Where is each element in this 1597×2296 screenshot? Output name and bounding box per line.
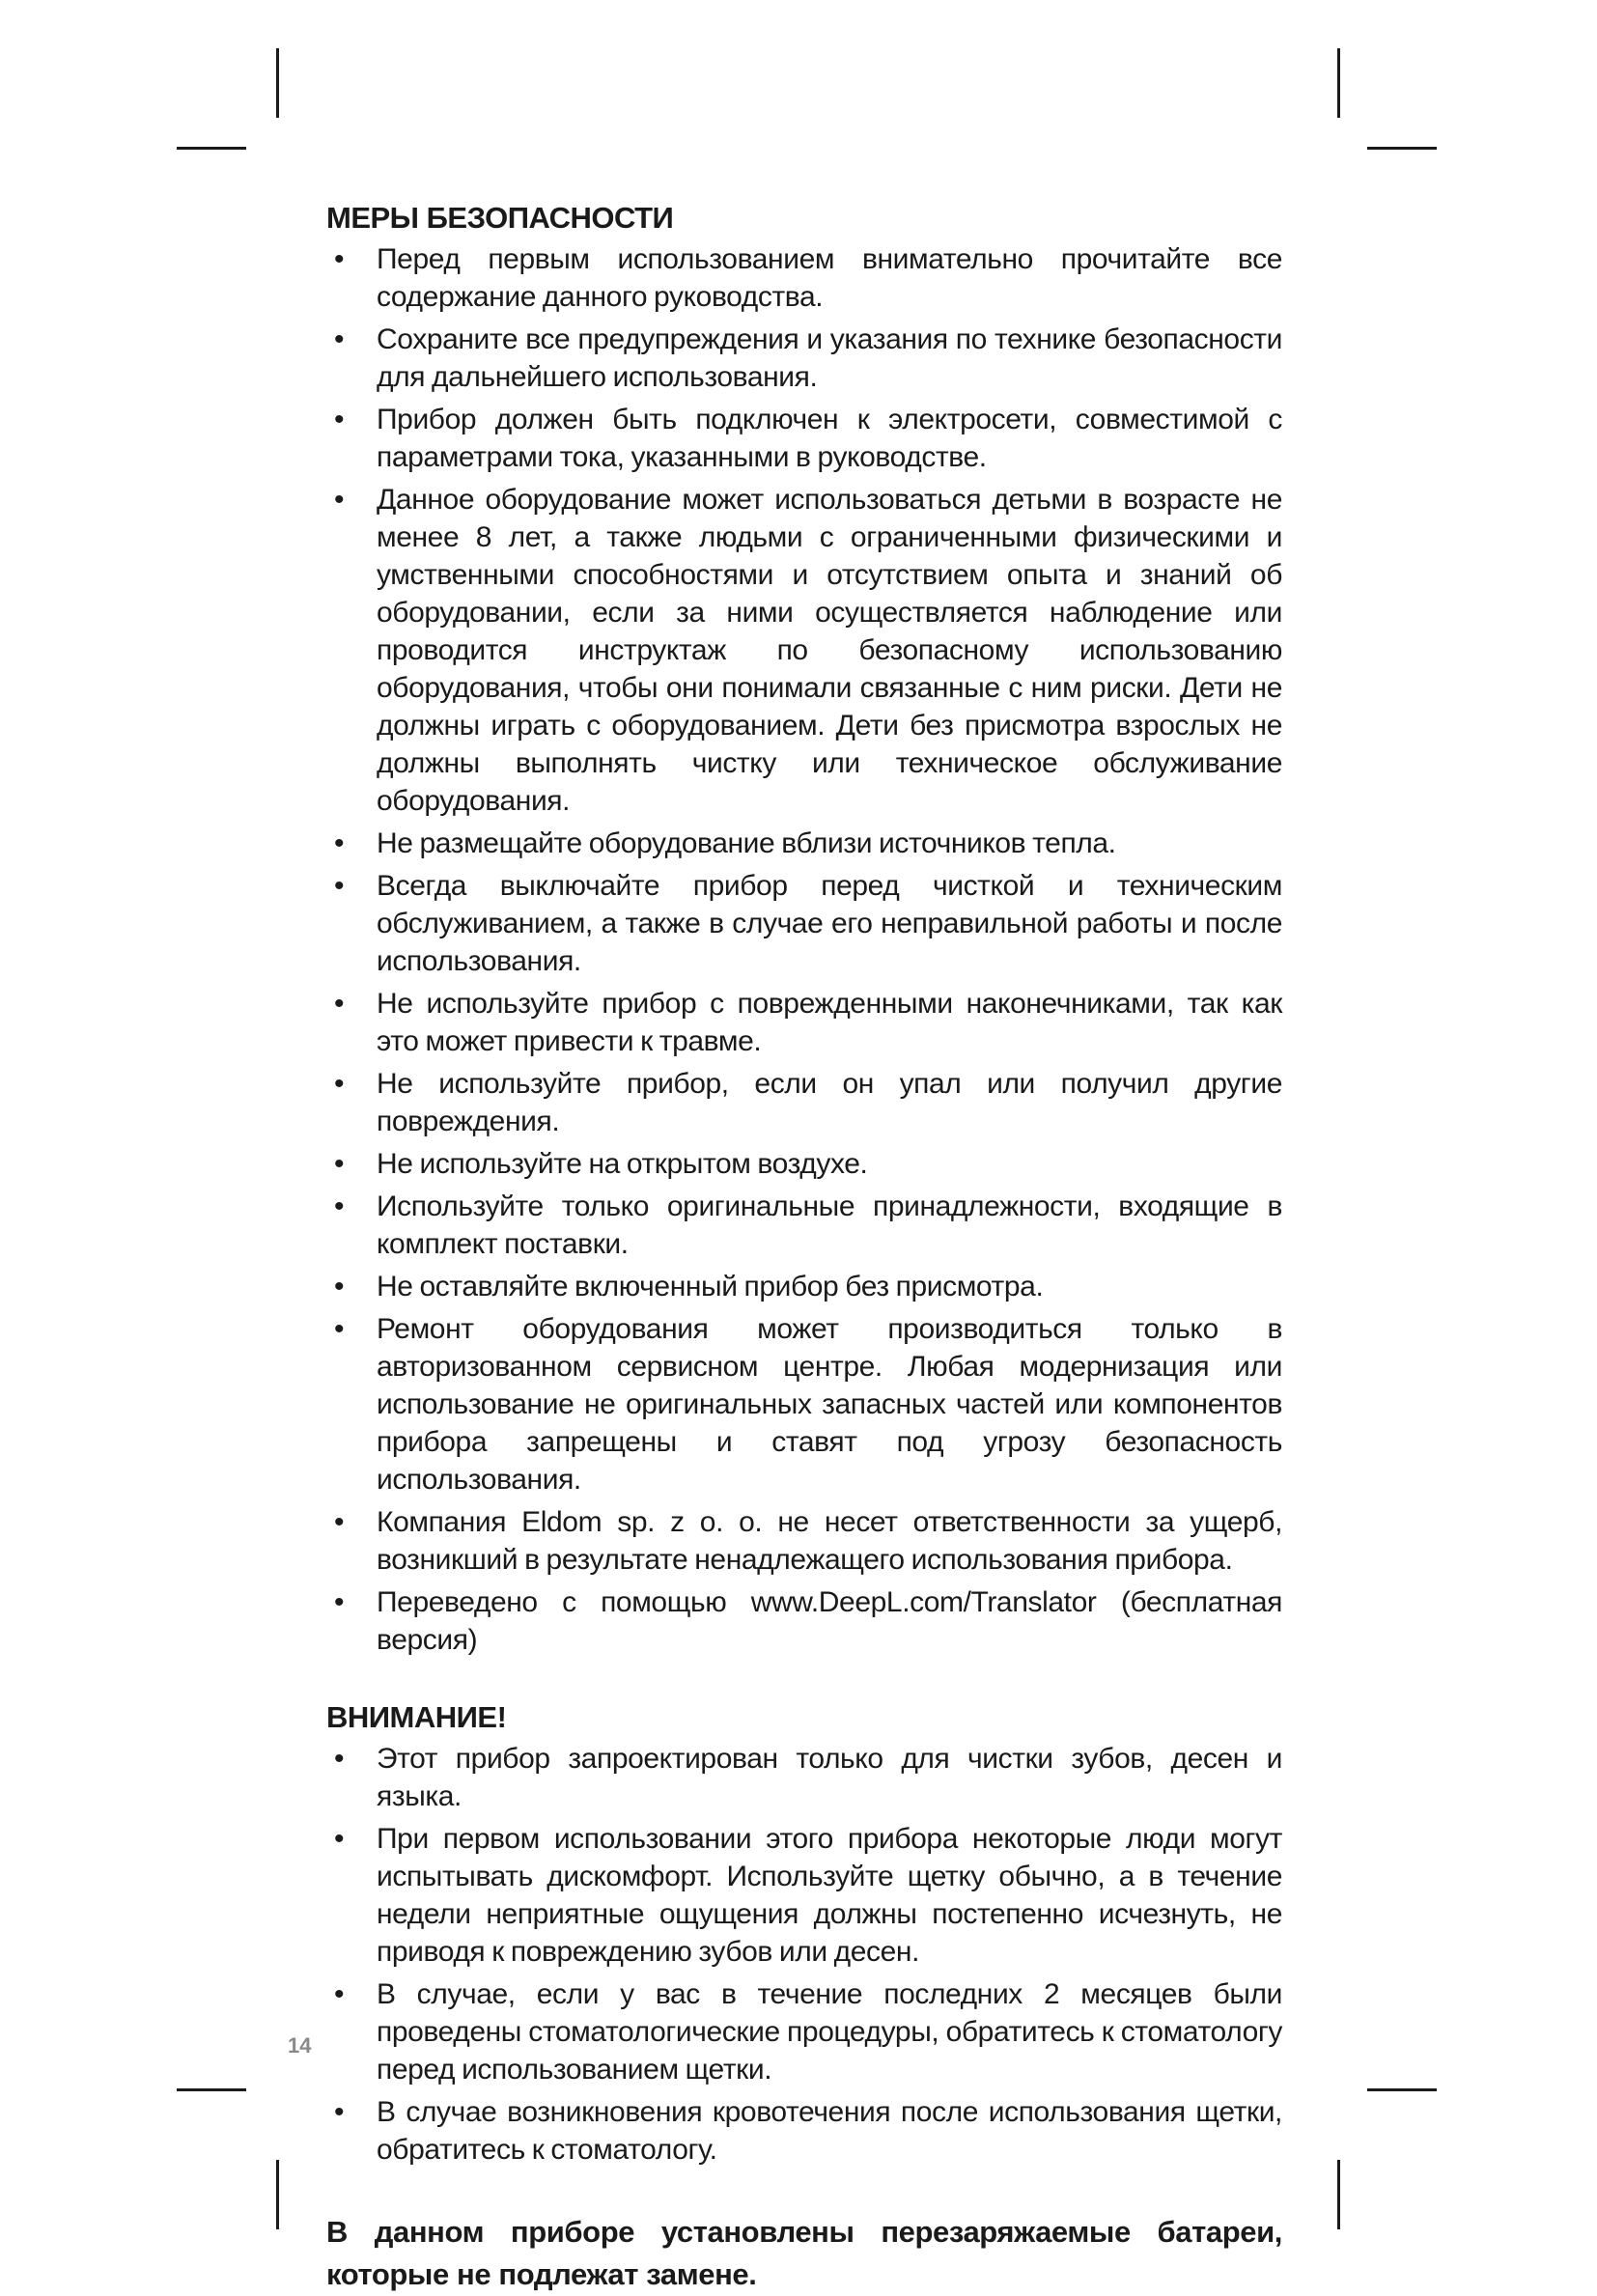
- list-item: • Этот прибор запроектирован только для чистки зубов, десен и языка.: [326, 1740, 1282, 1815]
- list-item: • Используйте только оригинальные принадлежности, входящие в комплект поставки.: [326, 1188, 1282, 1263]
- list-item: • Данное оборудование может использоваться детьми в возрасте не менее 8 лет, а также людьми с ограниченными физическими и умственными способностями и отсутствием опыта и знаний об оборудовании, если за ними осуществляется наблюдение или проводится инструктаж по безопасному использованию оборудования, чтобы они понимали связанные с ним риски. Дети не должны играть с оборудованием. Дети без присмотра взрослых не должны выполнять чистку или техническое обслуживание оборудования.: [326, 481, 1282, 820]
- list-item: • Компания Eldom sp. z o. o. не несет ответственности за ущерб, возникший в результате ненадлежащего использования прибора.: [326, 1503, 1282, 1579]
- crop-mark-bottom-left-horizontal: [177, 2088, 246, 2091]
- list-item: • Сохраните все предупреждения и указания по технике безопасности для дальнейшего использования.: [326, 321, 1282, 396]
- bullet-icon: •: [333, 484, 345, 516]
- bullet-icon: •: [333, 1190, 345, 1222]
- bullet-icon: •: [333, 243, 345, 275]
- bullet-icon: •: [333, 1586, 345, 1618]
- safety-list: [326, 240, 1282, 1659]
- list-item: • Прибор должен быть подключен к электросети, совместимой с параметрами тока, указанными в руководстве.: [326, 401, 1282, 476]
- bullet-icon: •: [333, 2096, 345, 2128]
- list-item: • При первом использовании этого прибора некоторые люди могут испытывать дискомфорт. Используйте щетку обычно, а в течение недели неприятные ощущения должны постепенно исчезнуть, не приводя к повреждению зубов или десен.: [326, 1820, 1282, 1971]
- crop-mark-bottom-right-vertical: [1337, 2160, 1340, 2229]
- battery-note: В данном приборе установлены перезаряжаемые батареи, которые не подлежат замене.: [326, 2215, 1282, 2291]
- page-number: 14: [288, 2033, 312, 2058]
- list-item: • Перед первым использованием внимательно прочитайте все содержание данного руководства.: [326, 240, 1282, 316]
- crop-mark-top-right-vertical: [1337, 48, 1340, 118]
- bullet-icon: •: [333, 1823, 345, 1855]
- bullet-icon: •: [333, 404, 345, 435]
- list-item: • Не используйте прибор с поврежденными наконечниками, так как это может привести к травме.: [326, 985, 1282, 1060]
- list-item: • Ремонт оборудования может производиться только в авторизованном сервисном центре. Любая модернизация или использование не оригинальных запасных частей или компонентов прибора запрещены и ставят под угрозу безопасность использования.: [326, 1310, 1282, 1498]
- bullet-icon: •: [333, 1743, 345, 1775]
- crop-mark-top-left-horizontal: [177, 147, 246, 150]
- bullet-icon: •: [333, 870, 345, 902]
- crop-mark-top-left-vertical: [276, 48, 279, 118]
- list-item: • В случае возникновения кровотечения после использования щетки, обратитесь к стоматологу.: [326, 2093, 1282, 2169]
- bullet-icon: •: [333, 1978, 345, 2010]
- bullet-icon: •: [333, 988, 345, 1020]
- document-body: [326, 198, 1282, 2296]
- crop-mark-bottom-left-vertical: [276, 2160, 279, 2229]
- list-item: • Переведено с помощью www.DeepL.com/Translator (бесплатная версия): [326, 1583, 1282, 1659]
- list-item: • В случае, если у вас в течение последних 2 месяцев были проведены стоматологические процедуры, обратитесь к стоматологу перед использованием щетки.: [326, 1975, 1282, 2088]
- bullet-icon: •: [333, 323, 345, 355]
- warning-heading: ВНИМАНИЕ!: [326, 1700, 507, 1734]
- list-item: • Не используйте на открытом воздухе.: [326, 1145, 1282, 1183]
- bullet-icon: •: [333, 1148, 345, 1180]
- list-item: • Не используйте прибор, если он упал или получил другие повреждения.: [326, 1065, 1282, 1140]
- crop-mark-top-right-horizontal: [1367, 147, 1437, 150]
- list-item: • Не размещайте оборудование вблизи источников тепла.: [326, 825, 1282, 862]
- safety-heading: МЕРЫ БЕЗОПАСНОСТИ: [326, 201, 674, 235]
- list-item: • Всегда выключайте прибор перед чисткой и техническим обслуживанием, а также в случае его неправильной работы и после использования.: [326, 867, 1282, 980]
- bullet-icon: •: [333, 1271, 345, 1302]
- bullet-icon: •: [333, 1068, 345, 1100]
- warning-list: [326, 1740, 1282, 2169]
- crop-mark-bottom-right-horizontal: [1367, 2088, 1437, 2091]
- bullet-icon: •: [333, 1506, 345, 1538]
- list-item: • Не оставляйте включенный прибор без присмотра.: [326, 1268, 1282, 1305]
- bullet-icon: •: [333, 827, 345, 859]
- bullet-icon: •: [333, 1313, 345, 1345]
